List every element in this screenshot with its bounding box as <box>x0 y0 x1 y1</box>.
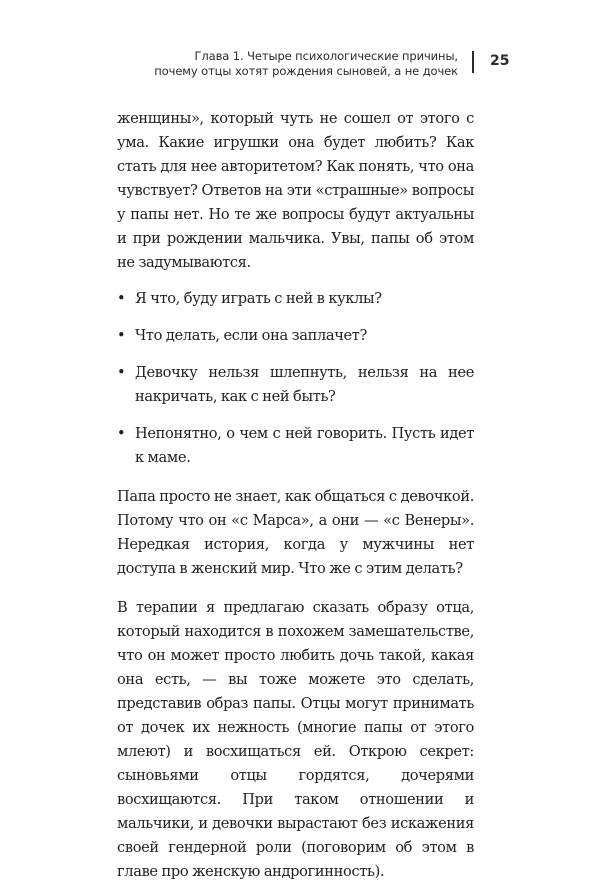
list-item-text: Непонятно, о чем с ней говорить. Пусть идет к маме. <box>135 425 474 466</box>
bullet-marker: • <box>117 364 126 381</box>
list-item-text: Я что, буду играть с ней в куклы? <box>135 290 382 307</box>
list-item <box>117 361 474 409</box>
list-item-text: Что делать, если она заплачет? <box>135 327 368 344</box>
running-header <box>150 49 568 83</box>
list-item <box>117 422 474 470</box>
list-item-text: Девочку нельзя шлепнуть, нельзя на нее накричать, как с ней быть? <box>135 364 474 405</box>
bullet-marker: • <box>117 290 126 307</box>
paragraph-1: женщины», который чуть не сошел от этого с ума. Какие игрушки она будет любить? Как стать для нее авторитетом? Как понять, что она чувствует? Ответов на эти «страшные» вопросы у папы нет. Но те же вопросы будут актуальны и при рождении мальчика. Увы, папы об этом не задумываются. <box>117 110 474 271</box>
list-item <box>117 287 474 311</box>
chapter-title-line-1: Глава 1. Четыре психологические причины, <box>194 49 458 63</box>
bullet-list <box>117 287 474 470</box>
list-item <box>117 324 474 348</box>
paragraph-2: Папа просто не знает, как общаться с девочкой. Потому что он «с Марса», а они — «с Венеры». Нередкая история, когда у мужчины нет доступа в женский мир. Что же с этим делать? <box>117 488 474 577</box>
paragraph-3: В терапии я предлагаю сказать образу отца, который находится в похожем замешательстве, что он может просто любить дочь такой, какая она есть, — вы тоже можете это сделать, представив образ папы. Отцы могут принимать от дочек их нежность (многие папы от этого млеют) и восхищаться ей. Открою секрет: сыновьями отцы гордятся, дочерями восхищаются. При таком отношении и мальчики, и девочки вырастают без искажения своей гендерной роли (поговорим об этом в главе про женскую андрогинность). <box>117 599 474 880</box>
header-divider <box>472 51 474 73</box>
bullet-marker: • <box>117 327 126 344</box>
bullet-marker: • <box>117 425 126 442</box>
chapter-title <box>138 49 458 79</box>
chapter-title-line-2: почему отцы хотят рождения сыновей, а не дочек <box>154 64 458 78</box>
page-body <box>117 107 474 884</box>
page-number: 25 <box>490 53 510 69</box>
